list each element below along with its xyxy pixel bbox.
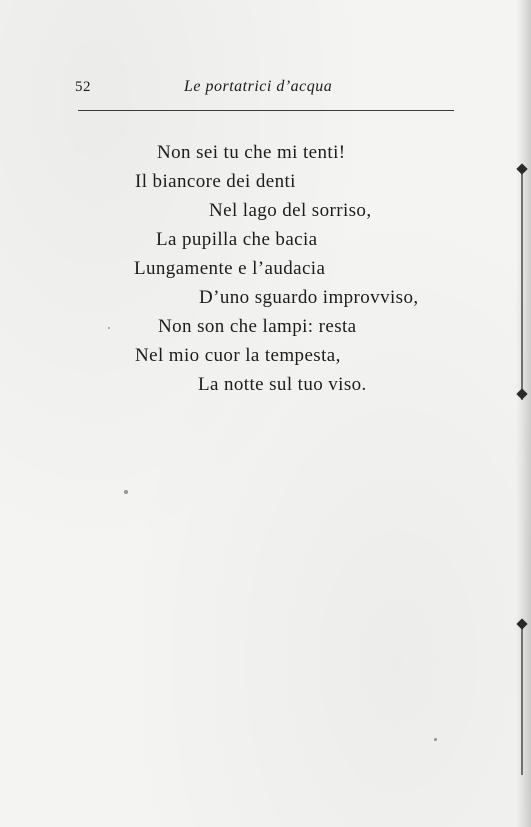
poem-line: La notte sul tuo viso.	[198, 374, 367, 395]
page-number: 52	[75, 79, 91, 95]
poem-line: Lungamente e l’audacia	[134, 258, 326, 279]
poem-line: La pupilla che bacia	[156, 229, 318, 250]
poem-line: Nel mio cuor la tempesta,	[135, 345, 341, 366]
poem-line: Il biancore dei denti	[135, 171, 296, 192]
poem-line: Non son che lampi: resta	[158, 316, 357, 337]
poem-line: Non sei tu che mi tenti!	[157, 142, 346, 163]
poem-line: D’uno sguardo improvviso,	[199, 287, 419, 308]
poem-line: Nel lago del sorriso,	[209, 200, 372, 221]
running-title: Le portatrici d’acqua	[184, 78, 333, 95]
